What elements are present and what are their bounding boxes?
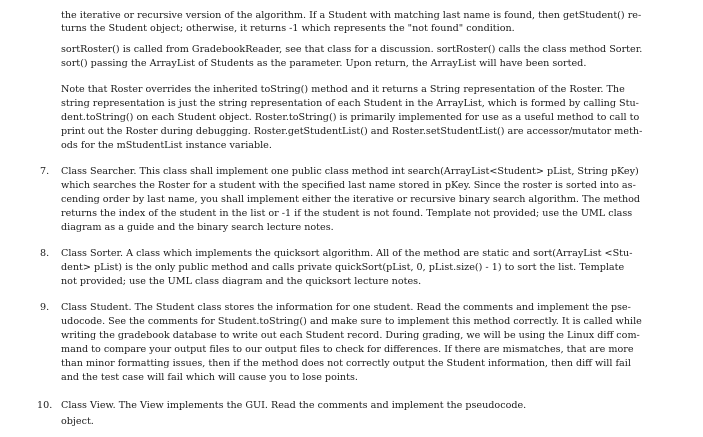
list-item-number: 10. xyxy=(37,400,53,411)
text-line: sortRoster() is called from GradebookReader, see that class for a discussion. sortRoster() calls the class method Sorter. xyxy=(61,44,643,55)
text-line: ods for the mStudentList instance variable. xyxy=(61,140,272,151)
text-line: than minor formatting issues, then if the method does not correctly output the Student information, then diff will fail xyxy=(61,358,631,369)
text-line: not provided; use the UML class diagram and the quicksort lecture notes. xyxy=(61,276,422,287)
text-line: print out the Roster during debugging. Roster.getStudentList() and Roster.setStudentList() are accessor/mutator meth- xyxy=(61,126,643,137)
text-line: Note that Roster overrides the inherited toString() method and it returns a String representation of the Roster. The xyxy=(61,84,625,95)
list-item-number: 8. xyxy=(40,248,50,259)
text-line: which searches the Roster for a student with the specified last name stored in pKey. Since the roster is sorted into as- xyxy=(61,180,636,191)
text-line: dent> pList) is the only public method and calls private quickSort(pList, 0, pList.size() - 1) to sort the list. Template xyxy=(61,262,625,273)
text-line: Class Sorter. A class which implements the quicksort algorithm. All of the method are static and sort(ArrayList <Stu- xyxy=(61,248,633,259)
text-line: Class Searcher. This class shall implement one public class method int search(ArrayList<Student> pList, String pKey) xyxy=(61,166,639,177)
text-line: Class Student. The Student class stores the information for one student. Read the comments and implement the pse- xyxy=(61,302,631,313)
list-item-number: 7. xyxy=(40,166,50,177)
text-line: mand to compare your output files to our output files to check for differences. If there are mismatches, that are more xyxy=(61,344,634,355)
list-item-number: 9. xyxy=(40,302,50,313)
text-line: and the test case will fail which will cause you to lose points. xyxy=(61,372,358,383)
text-line: cending order by last name, you shall implement either the iterative or recursive binary search algorithm. The method xyxy=(61,194,641,205)
text-line: diagram as a guide and the binary search lecture notes. xyxy=(61,222,334,233)
text-line: the iterative or recursive version of the algorithm. If a Student with matching last name is found, then getStudent() re- xyxy=(61,10,642,21)
text-line: returns the index of the student in the list or -1 if the student is not found. Template not provided; use the UML class xyxy=(61,208,633,219)
text-line: sort() passing the ArrayList of Students as the parameter. Upon return, the ArrayList will have been sorted. xyxy=(61,58,587,69)
text-line: object. xyxy=(61,416,94,427)
text-line: Class View. The View implements the GUI. Read the comments and implement the pseudocode. xyxy=(61,400,527,411)
text-line: string representation is just the string representation of each Student in the ArrayList, which is formed by calling Stu- xyxy=(61,98,639,109)
text-line: dent.toString() on each Student object. Roster.toString() is primarily implemented for use as a useful method to call to xyxy=(61,112,640,123)
text-line: turns the Student object; otherwise, it returns -1 which represents the "not found" condition. xyxy=(61,23,515,34)
text-line: udocode. See the comments for Student.toString() and make sure to implement this method correctly. It is called while xyxy=(61,316,642,327)
text-line: writing the gradebook database to write out each Student record. During grading, we will be using the Linux diff com- xyxy=(61,330,640,341)
